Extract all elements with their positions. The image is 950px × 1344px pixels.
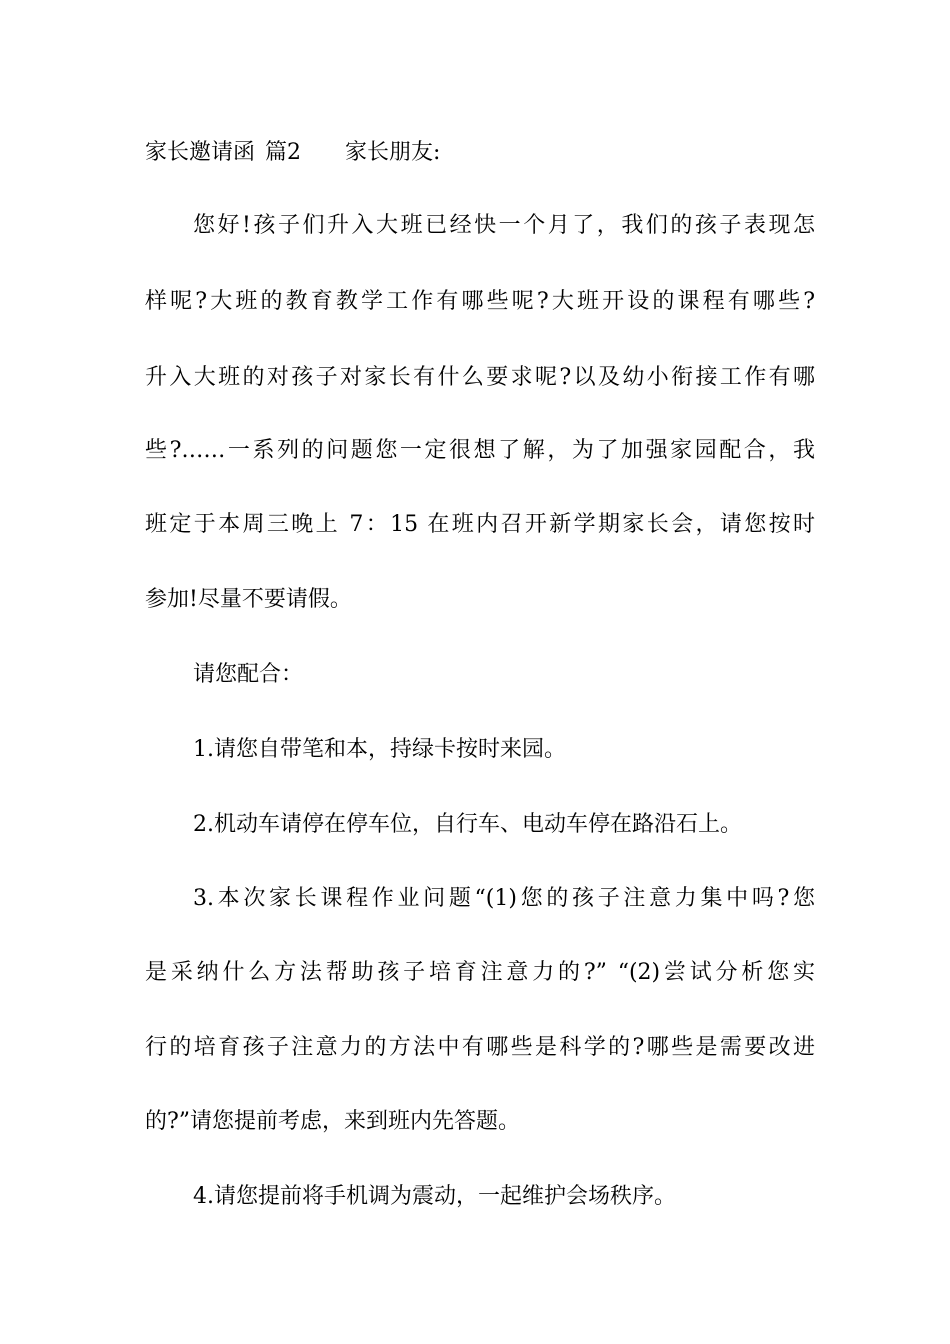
paragraph-line: 样呢?大班的教育教学工作有哪些呢?大班开设的课程有哪些? bbox=[145, 289, 815, 314]
paragraph-line: 升入大班的对孩子对家长有什么要求呢?以及幼小衔接工作有哪 bbox=[145, 365, 815, 390]
greeting: 家长朋友: bbox=[345, 140, 441, 165]
list-item-continued: 是采纳什么方法帮助孩子培育注意力的?” “(2)尝试分析您实 bbox=[145, 960, 815, 985]
paragraph-line: 班定于本周三晚上 7：15 在班内召开新学期家长会，请您按时 bbox=[145, 512, 815, 537]
heading-line bbox=[145, 138, 815, 168]
paragraph-line: 参加!尽量不要请假。 bbox=[145, 587, 352, 612]
paragraph-line: 您好!孩子们升入大班已经快一个月了，我们的孩子表现怎 bbox=[193, 213, 815, 238]
section-label: 篇2 bbox=[265, 140, 302, 165]
list-item-continued: 的?”请您提前考虑，来到班内先答题。 bbox=[145, 1109, 521, 1134]
paragraph-line: 些?……一系列的问题您一定很想了解，为了加强家园配合，我 bbox=[145, 438, 815, 463]
list-item: 2.机动车请停在停车位，自行车、电动车停在路沿石上。 bbox=[193, 812, 742, 837]
document-title: 家长邀请函 bbox=[145, 140, 256, 165]
list-item: 3.本次家长课程作业问题“(1)您的孩子注意力集中吗?您 bbox=[193, 886, 815, 911]
section-heading: 请您配合： bbox=[193, 662, 304, 687]
list-item: 4.请您提前将手机调为震动，一起维护会场秩序。 bbox=[193, 1184, 676, 1209]
list-item-continued: 行的培育孩子注意力的方法中有哪些是科学的?哪些是需要改进 bbox=[145, 1035, 815, 1060]
list-item: 1.请您自带笔和本，持绿卡按时来园。 bbox=[193, 737, 566, 762]
